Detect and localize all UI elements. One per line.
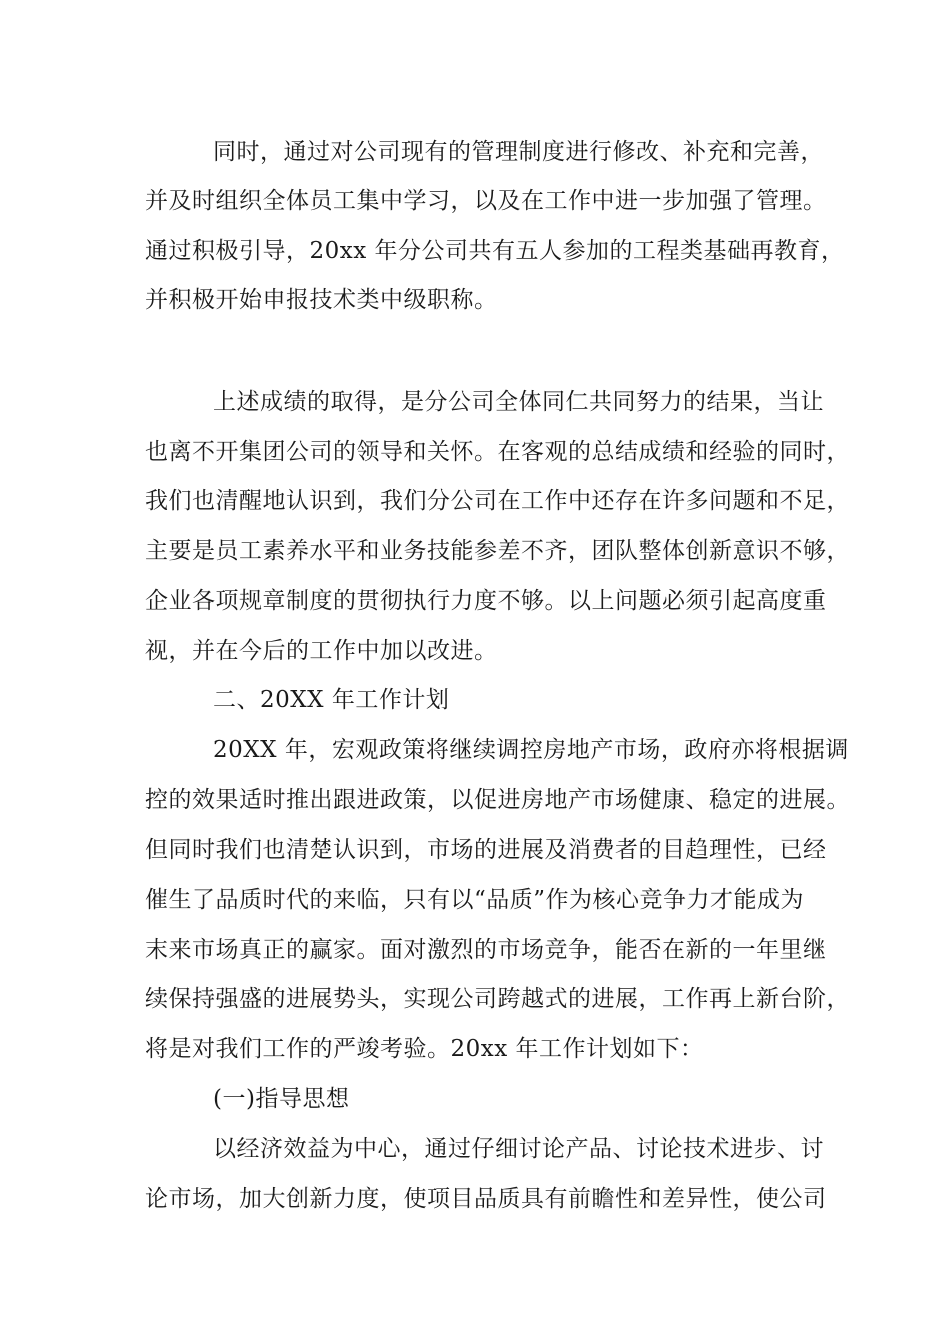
- text-line: 同时，通过对公司现有的管理制度进行修改、补充和完善，: [213, 139, 824, 165]
- text-line: 主要是员工素养水平和业务技能参差不齐，团队整体创新意识不够，: [145, 538, 850, 564]
- text-line: 20XX 年，宏观政策将继续调控房地产市场，政府亦将根据调: [213, 737, 849, 763]
- text-line: 视，并在今后的工作中加以改进。: [145, 638, 498, 664]
- text-line: 通过积极引导，20xx 年分公司共有五人参加的工程类基础再教育，: [145, 238, 845, 264]
- text-line: 将是对我们工作的严竣考验。20xx 年工作计划如下：: [145, 1036, 704, 1062]
- text-line: 上述成绩的取得，是分公司全体同仁共同努力的结果，当让: [213, 389, 824, 415]
- text-line: 企业各项规章制度的贯彻执行力度不够。以上问题必须引起高度重: [145, 588, 827, 614]
- text-line: 也离不开集团公司的领导和关怀。在客观的总结成绩和经验的同时，: [145, 439, 850, 465]
- text-line: 控的效果适时推出跟进政策，以促进房地产市场健康、稳定的进展。: [145, 787, 850, 813]
- text-line: 续保持强盛的进展势头，实现公司跨越式的进展，工作再上新台阶，: [145, 986, 850, 1012]
- text-line: 但同时我们也清楚认识到，市场的进展及消费者的目趋理性，已经: [145, 837, 827, 863]
- text-line: 论市场，加大创新力度，使项目品质具有前瞻性和差异性，使公司: [145, 1186, 827, 1212]
- text-line: 以经济效益为中心，通过仔细讨论产品、讨论技术进步、讨: [213, 1136, 824, 1162]
- text-line: 末来市场真正的赢家。面对激烈的市场竞争，能否在新的一年里继: [145, 937, 827, 963]
- section-heading: 二、20XX 年工作计划: [213, 687, 450, 713]
- text-line: 我们也清醒地认识到，我们分公司在工作中还存在许多问题和不足，: [145, 488, 850, 514]
- text-line: 并及时组织全体员工集中学习，以及在工作中进一步加强了管理。: [145, 188, 827, 214]
- subsection-heading: (一)指导思想: [213, 1086, 350, 1112]
- text-line: 催生了品质时代的来临，只有以“品质”作为核心竞争力才能成为: [145, 887, 805, 913]
- text-line: 并积极开始申报技术类中级职称。: [145, 287, 498, 313]
